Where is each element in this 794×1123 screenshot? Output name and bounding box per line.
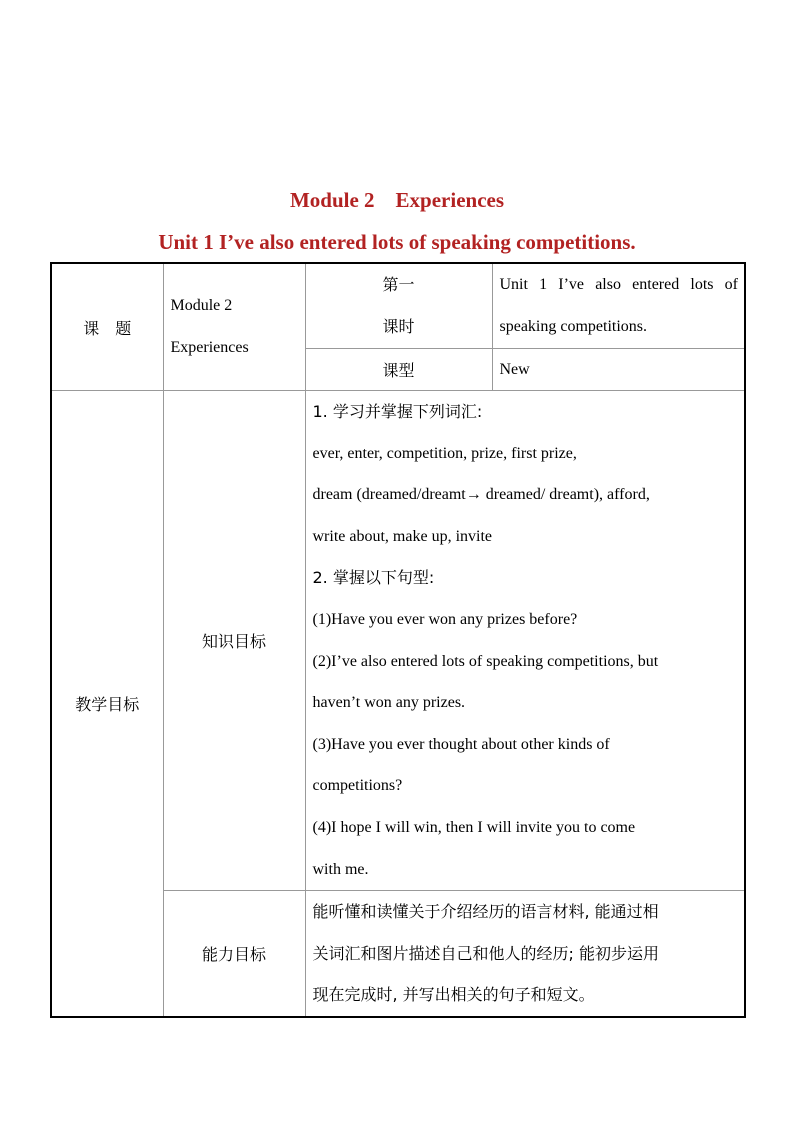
knowledge-line: (1)Have you ever won any prizes before?: [312, 610, 578, 628]
module-line-2: Experiences: [170, 339, 249, 356]
type-value-cell: [492, 349, 745, 391]
knowledge-content-cell: [305, 391, 745, 891]
knowledge-line: with me.: [312, 860, 369, 878]
knowledge-line: dream (dreamed/dreamt→ dreamed/ dreamt), afford,: [312, 486, 650, 504]
knowledge-line: 2. 掌握以下句型:: [312, 568, 435, 588]
module-line-1: Module 2: [170, 297, 233, 314]
knowledge-line: (3)Have you ever thought about other kinds of: [312, 735, 610, 753]
topic-label-cell: [51, 263, 163, 391]
period-cell: [305, 263, 492, 349]
ability-content-cell: [305, 891, 745, 1017]
unit-text: Unit 1 I’ve also entered lots of speaking competitions.: [499, 276, 738, 335]
ability-label-cell: [163, 891, 305, 1017]
unit-title: Unit 1 I’ve also entered lots of speaking competitions.: [158, 230, 636, 254]
knowledge-content: [313, 391, 739, 890]
goals-label-cell: [51, 391, 163, 1017]
knowledge-line: (2)I’ve also entered lots of speaking competitions, but: [312, 652, 659, 670]
knowledge-label-cell: [163, 391, 305, 891]
ability-label: 能力目标: [201, 945, 266, 965]
lesson-plan-table: [50, 262, 746, 1018]
type-value: New: [499, 360, 530, 378]
type-label-cell: [305, 349, 492, 391]
knowledge-line: 1. 学习并掌握下列词汇:: [312, 402, 483, 421]
module-title: Module 2 Experiences: [289, 188, 505, 212]
knowledge-label: 知识目标: [201, 632, 266, 652]
knowledge-line: haven’t won any prizes.: [312, 694, 466, 712]
knowledge-line: ever, enter, competition, prize, first prize,: [312, 444, 577, 462]
ability-content: [313, 891, 739, 1016]
period-line-2: 课时: [382, 317, 415, 336]
ability-line: 现在完成时, 并写出相关的句子和短文。: [312, 985, 595, 1005]
ability-line: 能听懂和读懂关于介绍经历的语言材料, 能通过相: [312, 902, 659, 922]
module-cell: [163, 263, 305, 391]
knowledge-line: competitions?: [312, 777, 403, 795]
goals-label: 教学目标: [75, 694, 140, 714]
type-label: 课型: [382, 361, 415, 380]
period-line-1: 第一: [382, 275, 415, 294]
knowledge-line: (4)I hope I will win, then I will invite you to come: [312, 818, 636, 836]
knowledge-line: write about, make up, invite: [312, 527, 493, 545]
topic-label: 课 题: [83, 318, 132, 338]
unit-cell: [492, 263, 745, 349]
ability-line: 关词汇和图片描述自己和他人的经历; 能初步运用: [312, 943, 659, 963]
